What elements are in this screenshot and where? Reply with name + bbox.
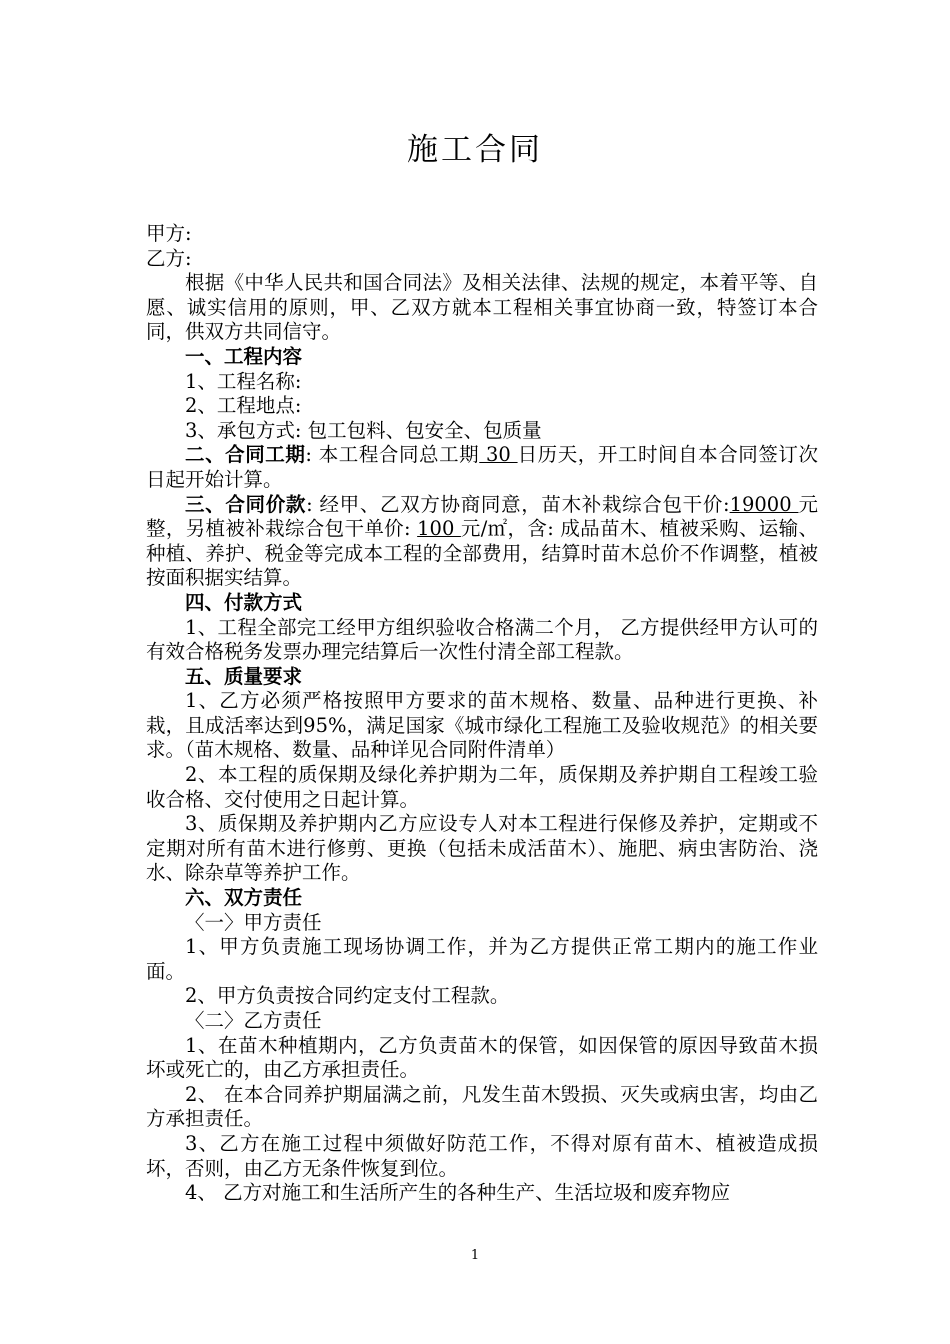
price-post: 元/㎡，含: 成品苗木、植被采购、运输、种植、养护、税金等完成本工程的全部费用，结算时苗木总价不作调整，植被按面积据实结算。 xyxy=(146,517,818,590)
duration-post: 日历天，开工时间自本合同签订次日起开始计算。 xyxy=(146,443,818,491)
payment-clause-1: 1、工程全部完工经甲方组织验收合格满二个月， 乙方提供经甲方认可的有效合格税务发票办理完结算后一次性付清全部工程款。 xyxy=(146,615,818,664)
party-b-duty-3: 3、乙方在施工过程中须做好防范工作，不得对原有苗木、植被造成损坏，否则，由乙方无条件恢复到位。 xyxy=(146,1131,818,1180)
party-b-duty-4: 4、 乙方对施工和生活所产生的各种生产、生活垃圾和废弃物应 xyxy=(185,1181,731,1205)
duration-pre: : 本工程合同总工期 xyxy=(305,443,480,467)
project-name-line: 1、工程名称: xyxy=(185,369,302,393)
section-2-heading: 二、合同工期 xyxy=(185,443,306,467)
contract-body xyxy=(146,222,818,1206)
party-a-line: 甲方: xyxy=(146,222,192,245)
section-4-heading: 四、付款方式 xyxy=(185,590,303,614)
price-mid: 元整，另植被补栽综合包干单价: xyxy=(146,492,818,541)
section-1-heading: 一、工程内容 xyxy=(185,344,303,368)
price-amount: 19000 xyxy=(729,492,799,516)
quality-clause-2: 2、本工程的质保期及绿化养护期为二年，质保期及养护期自工程竣工验收合格、交付使用之日起计算。 xyxy=(146,763,818,811)
party-a-duties-heading: 〈一〉甲方责任 xyxy=(185,910,322,934)
party-b-duty-1: 1、在苗木种植期内，乙方负责苗木的保管，如因保管的原因导致苗木损坏或死亡的，由乙方承担责任。 xyxy=(146,1033,818,1082)
section-3-paragraph xyxy=(146,493,818,591)
intro-paragraph: 根据《中华人民共和国合同法》及相关法律、法规的规定，本着平等、自愿、诚实信用的原则，甲、乙双方就本工程相关事宜协商一致，特签订本合同，供双方共同信守。 xyxy=(146,271,818,344)
party-b-line: 乙方: xyxy=(146,246,192,270)
party-b-duties-heading: 〈二〉乙方责任 xyxy=(185,1009,322,1032)
document-title: 施工合同 xyxy=(407,132,543,168)
quality-clause-1: 1、乙方必须严格按照甲方要求的苗木规格、数量、品种进行更换、补栽，且成活率达到95%，满足国家《城市绿化工程施工及验收规范》的相关要求。（苗木规格、数量、品种详见合同附件清单） xyxy=(146,689,818,762)
section-3-heading: 三、合同价款 xyxy=(185,492,307,516)
section-5-heading: 五、质量要求 xyxy=(185,664,303,688)
project-location-line: 2、工程地点: xyxy=(185,394,302,418)
section-2-paragraph xyxy=(146,443,818,492)
page-number: 1 xyxy=(470,1248,480,1263)
duration-days: 30 xyxy=(479,443,518,467)
contract-mode-line: 3、承包方式: 包工包料、包安全、包质量 xyxy=(185,418,542,442)
party-a-duty-1: 1、甲方负责施工现场协调工作，并为乙方提供正常工期内的施工作业面。 xyxy=(146,935,818,983)
price-pre: : 经甲、乙双方协商同意，苗木补栽综合包干价: xyxy=(306,492,730,516)
party-a-duty-2: 2、甲方负责按合同约定支付工程款。 xyxy=(185,984,510,1008)
section-6-heading: 六、双方责任 xyxy=(185,886,303,910)
unit-price: 100 xyxy=(417,517,461,541)
party-b-duty-2: 2、 在本合同养护期届满之前，凡发生苗木毁损、灭失或病虫害，均由乙方承担责任。 xyxy=(146,1082,818,1131)
quality-clause-3: 3、质保期及养护期内乙方应设专人对本工程进行保修及养护，定期或不定期对所有苗木进行修剪、更换（包括未成活苗木）、施肥、病虫害防治、浇水、除杂草等养护工作。 xyxy=(146,812,818,885)
